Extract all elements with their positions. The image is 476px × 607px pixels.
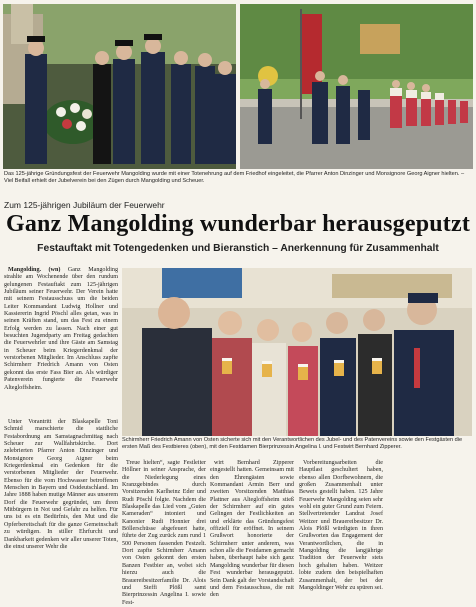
photo-memorial-ceremony <box>3 4 236 169</box>
article-intro-text: Ganz Mangolding strahlte am Wochenende über den rundum gelungenen Festauftakt zum 125-jährigen Jubiläum seiner Feuerwehr. Der Verein hatte mit seinem Festausschuss um die beiden Leiter Kommandant Ludwig Hollner und Kassiererin Ingrid Pöschl alles getan, was in seinen Kräften stand, um das Fest zu einem Erfolg werden zu lassen. Nach einer gut besuchten Jugendparty am Freitag gedachten die Feuerwehrler und ihre Gäste am Samstag in Scheuer beim Kriegerdenkmal der verstorbenen Mitglieder. Im Anschluss zapfte Schirmherr Friedrich Amann von Osten gekonnt das erste Fass Bier an. Als würdiger Patenverein fungierte die Feuerwehr Altegloffsheim. <box>4 267 118 391</box>
article-column-1-bottom <box>4 419 118 551</box>
photo-caption-middle: Schirmherr Friedrich Amann von Osten sicherte sich mit den Verantwortlichen des Jubel- und des Patenvereins sowie den Festgästen die ersten Maß des Festbieres (oben), mit den Festdamen Bierprinzessin Angelina I. und Festwirt Bernhard Zipperer. <box>122 437 463 450</box>
article-body-text: Vorbereitungsarbeiten die Hauptlast geschultert haben, ebenso allen Dorfbewohnern, die großen Zusammenhalt unter Beweis gestellt haben. 125 Jahre Feuerwehr Mangolding seien sehr wohl ein guter Grund zum Feiern. Stellvertretender Landrat Josef Weitzer und Brauereibesitzer Dr. Alois Plößl würdigten in ihren Grußworten das Engagement der Verantwortlichen, die in Mangolding die langjährige Tradition der Feuerwehr stets hoch gehalten haben. Weitzer lobte zudem den beispielhaften Zusammenhalt, der bei der Mangoldinger Wehr zu spüren sei. <box>299 460 383 591</box>
article-subheadline: Festauftakt mit Totengedenken und Bieranstich – Anerkennung für Zusammenhalt <box>37 243 439 254</box>
photo-beer-tapping <box>122 268 472 436</box>
article-body-text: wirt Bernhard Zipperer eingestellt hatten. Gemeinsam mit den Ehrengästen sowie Kommandant Armin Berr und zweiten Vorsitzenden Matthias Plattner aus Altegloffsheim stieß der Schirmherr auf ein gutes Gelingen der Festlichkeiten an und erklärte das Gründungsfest offiziell für eröffnet. In seinem Grußwort honorierte der Schirmherr unter anderem, was schon alle die Festdamen gemacht haben, überhaupt habe sich ganz Mangolding wunderbar für diesen Fest wunderbar herausgeputzt. Sein Dank galt der Vorstandschaft und dem Festausschuss, die mit den <box>210 460 294 599</box>
article-column-4 <box>299 460 383 592</box>
article-column-1-top <box>4 267 118 392</box>
article-column-3 <box>210 460 294 600</box>
article-headline: Ganz Mangolding wunderbar herausgeputzt <box>5 211 471 237</box>
article-kicker: Zum 125-jährigen Jubiläum der Feuerwehr <box>4 200 165 210</box>
article-body-text: Unter Vorantritt der Blaskapelle Toni Schmid marschierte die stattliche Festabordnung am Samstagnachmittag nach Scheuer zur Wallfahrtskirche. Dort zelebrierten Pfarrer Anton Dinzinger und Monsignore Georg Aigner beim Kriegerdenkmal ein Gedenken für die verstorbenen Mitglieder der Feuerwehr. Ebenso für die vom Hochwasser betroffenen Menschen in Bayern und Ostdeutschland. Im Jahre 1888 haben mutige Männer aus unserem Dorf die Feuerwehr gegründet, um ihren Mitbürgern in Not und Gefahr zu helfen. Für uns ist es ein Bedürfnis, den Mut und die Opferbereitschaft für die ganze Gemeinschaft zu würdigen. In stiller Ehrfurcht und Dankbarkeit gedenken wir aller unserer Toten, die einst unserer Wehr die <box>4 419 118 550</box>
article-dateline: Mangolding. (wn) <box>8 267 61 273</box>
photo-festival-parade <box>240 4 473 169</box>
photo-caption-top: Das 125-jährige Gründungsfest der Feuerwehr Mangolding wurde mit einer Totenehrung auf dem Friedhof eingeleitet, die Pfarrer Anton Dinzinger und Monsignore Georg Aigner hielten. – Viel Beifall erhielt der Jubelverein bei den Zügen durch Mangolding und Scheuer. <box>4 171 465 184</box>
article-body-text: Treue hielten“, sagte Festleiter Höllner in seiner Ansprache, der die Niederlegung eines Kranzgebindes durch Vorsitzenden Karlheinz Eder und Rudi Pöschl folgte. Nachdem die Blaskapelle das Lied vom „Guten Kameraden“ intoniert und Kanonier Rudi Honnier drei Böllerschüsse abgefeuert hatte, führte der Zug zurück zum rund 1 500 Personen fassenden Festzelt. Dort zapfte Schirmherr Amann von Osten gekonnt den ersten Banzen Festbier an, wobei sich hierzu auch die Brauereibesitzerfamilie Dr. Alois und Steffi Plößl samt Bierprinzessin Angelina I. sowie Fest- <box>122 460 206 606</box>
article-column-2 <box>122 460 206 607</box>
